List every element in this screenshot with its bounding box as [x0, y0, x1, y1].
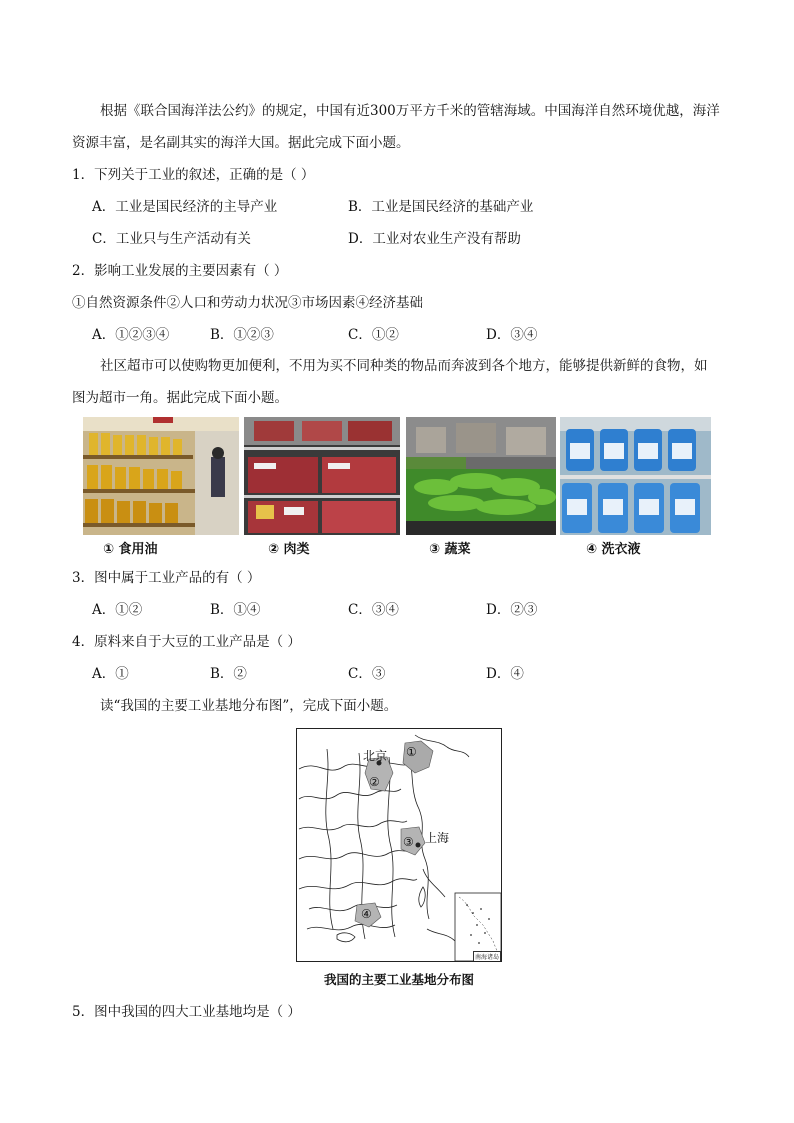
industrial-base-map	[296, 728, 502, 962]
q2-option-a[interactable]: A．①②③④	[92, 327, 170, 343]
question-2-factors: ①自然资源条件②人口和劳动力状况③市场因素④经济基础	[72, 295, 423, 311]
q2-option-b[interactable]: B．①②③	[210, 327, 274, 343]
photo-cooking-oil	[83, 417, 239, 535]
q4-option-d[interactable]: D．④	[486, 666, 524, 682]
map-inset-label: 南海诸岛	[473, 951, 501, 962]
q3-option-d[interactable]: D．②③	[486, 602, 538, 618]
question-5-stem: 5．图中我国的四大工业基地均是（ ）	[72, 1004, 301, 1020]
q2-option-c[interactable]: C．①②	[348, 327, 399, 343]
map-marker-4: ④	[361, 907, 372, 921]
q3-option-b[interactable]: B．①④	[210, 602, 261, 618]
photo-caption-laundry-detergent: ④ 洗衣液	[586, 542, 641, 557]
photo-vegetables	[406, 417, 556, 535]
map-label-shanghai: 上海	[425, 831, 450, 845]
question-2-stem: 2．影响工业发展的主要因素有（ ）	[72, 263, 288, 279]
q1-option-d[interactable]: D．工业对农业生产没有帮助	[348, 231, 521, 247]
q4-option-c[interactable]: C．③	[348, 666, 386, 682]
q4-option-b[interactable]: B．②	[210, 666, 247, 682]
q1-option-b[interactable]: B．工业是国民经济的基础产业	[348, 199, 534, 215]
question-1-stem: 1．下列关于工业的叙述，正确的是（ ）	[72, 167, 315, 183]
map-caption: 我国的主要工业基地分布图	[323, 972, 474, 987]
photo-meat	[244, 417, 400, 535]
photo-caption-cooking-oil: ① 食用油	[103, 542, 158, 557]
intro-paragraph-1: 根据《联合国海洋法公约》的规定，中国有近300万平方千米的管辖海域。中国海洋自然环境优越，海洋资源丰富，是名副其实的海洋大国。据此完成下面小题。	[72, 103, 720, 151]
map-marker-3: ③	[403, 835, 414, 849]
q2-option-d[interactable]: D．③④	[486, 327, 538, 343]
map-marker-2: ②	[369, 775, 380, 789]
q3-option-a[interactable]: A．①②	[92, 602, 143, 618]
question-3-stem: 3．图中属于工业产品的有（ ）	[72, 570, 261, 586]
q1-option-c[interactable]: C．工业只与生产活动有关	[92, 231, 251, 247]
intro-paragraph-2: 社区超市可以使购物更加便利，不用为买不同种类的物品而奔波到各个地方，能够提供新鲜的食物，如图为超市一角。据此完成下面小题。	[72, 358, 708, 406]
q1-option-a[interactable]: A．工业是国民经济的主导产业	[92, 199, 278, 215]
map-marker-1: ①	[406, 745, 417, 759]
q4-option-a[interactable]: A．①	[92, 666, 129, 682]
q3-option-c[interactable]: C．③④	[348, 602, 399, 618]
map-label-beijing: 北京	[363, 749, 388, 763]
intro-paragraph-3: 读“我国的主要工业基地分布图”，完成下面小题。	[100, 698, 398, 714]
photo-caption-meat: ② 肉类	[268, 542, 310, 557]
photo-laundry-detergent	[560, 417, 711, 535]
photo-caption-vegetables: ③ 蔬菜	[429, 542, 471, 557]
question-4-stem: 4．原料来自于大豆的工业产品是（ ）	[72, 634, 301, 650]
